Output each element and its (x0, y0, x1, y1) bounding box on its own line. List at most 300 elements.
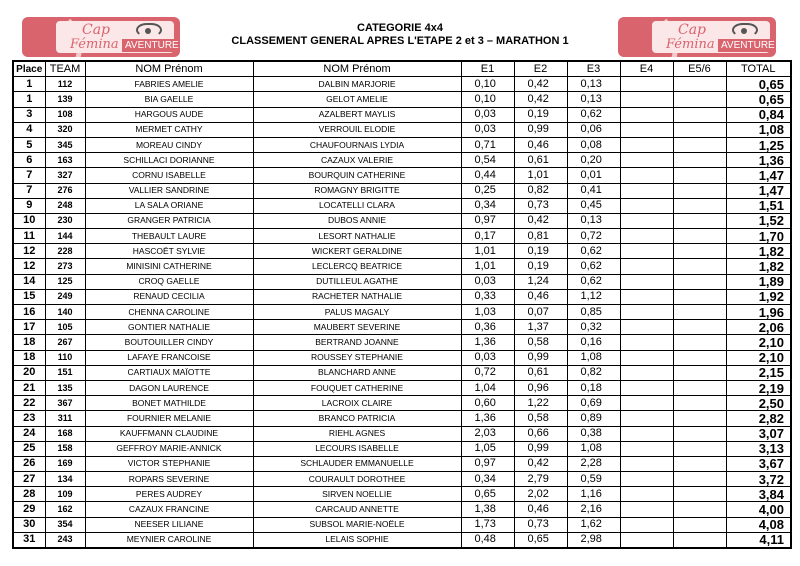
cell-place: 12 (13, 259, 45, 274)
cell-e56 (673, 137, 726, 152)
cell-e1: 0,33 (461, 289, 514, 304)
cell-e2: 0,99 (514, 441, 567, 456)
cell-e56 (673, 289, 726, 304)
table-row (13, 244, 791, 259)
cell-name1: THEBAULT LAURE (85, 229, 253, 244)
cell-name1: CROQ GAELLE (85, 274, 253, 289)
cell-name2: DUTILLEUL AGATHE (253, 274, 461, 289)
cell-e3: 1,08 (567, 441, 620, 456)
cell-name1: MOREAU CINDY (85, 137, 253, 152)
cell-e1: 0,10 (461, 77, 514, 92)
table-row (13, 441, 791, 456)
table-row (13, 289, 791, 304)
cell-name2: FOUQUET CATHERINE (253, 380, 461, 395)
cell-e2: 2,02 (514, 487, 567, 502)
cell-e4 (620, 107, 673, 122)
cell-name2: CAZAUX VALERIE (253, 153, 461, 168)
cell-e2: 1,22 (514, 396, 567, 411)
cell-place: 16 (13, 305, 45, 320)
cell-name1: VICTOR STEPHANIE (85, 456, 253, 471)
cell-e2: 0,46 (514, 137, 567, 152)
cell-e2: 0,46 (514, 289, 567, 304)
cell-name1: CORNU ISABELLE (85, 168, 253, 183)
cell-e2: 0,96 (514, 380, 567, 395)
logo-cap-text: Cap (678, 22, 707, 38)
cell-e4 (620, 153, 673, 168)
cell-team: 140 (45, 305, 85, 320)
cell-e1: 1,01 (461, 259, 514, 274)
cell-place: 10 (13, 213, 45, 228)
page-title (200, 22, 600, 48)
cell-team: 163 (45, 153, 85, 168)
cell-place: 7 (13, 183, 45, 198)
cell-e1: 1,05 (461, 441, 514, 456)
table-row (13, 198, 791, 213)
cell-team: 367 (45, 396, 85, 411)
cell-total: 0,65 (726, 92, 791, 107)
cell-e2: 0,99 (514, 122, 567, 137)
cell-total: 2,82 (726, 411, 791, 426)
cell-name2: LECLERCQ BEATRICE (253, 259, 461, 274)
cell-name2: LELAIS SOPHIE (253, 532, 461, 548)
cell-e2: 0,19 (514, 259, 567, 274)
cell-name2: SIRVEN NOELLIE (253, 487, 461, 502)
cell-e3: 0,72 (567, 229, 620, 244)
cell-place: 30 (13, 517, 45, 532)
cell-team: 228 (45, 244, 85, 259)
cell-e4 (620, 532, 673, 548)
cell-e56 (673, 335, 726, 350)
table-row (13, 426, 791, 441)
cell-e2: 0,82 (514, 183, 567, 198)
cell-name2: RIEHL AGNES (253, 426, 461, 441)
cell-total: 4,11 (726, 532, 791, 548)
cell-e4 (620, 396, 673, 411)
cell-e1: 0,65 (461, 487, 514, 502)
column-header-e1: E1 (461, 61, 514, 77)
cell-e56 (673, 411, 726, 426)
cell-e1: 0,17 (461, 229, 514, 244)
table-row (13, 137, 791, 152)
cell-total: 1,36 (726, 153, 791, 168)
cell-e1: 0,03 (461, 122, 514, 137)
cell-name1: GRANGER PATRICIA (85, 213, 253, 228)
cell-e2: 0,99 (514, 350, 567, 365)
cell-total: 1,70 (726, 229, 791, 244)
cell-name2: PALUS MAGALY (253, 305, 461, 320)
cell-e56 (673, 107, 726, 122)
cell-e56 (673, 380, 726, 395)
cell-e4 (620, 305, 673, 320)
cell-e56 (673, 305, 726, 320)
logo-left (22, 17, 180, 57)
cell-place: 11 (13, 229, 45, 244)
table-row (13, 487, 791, 502)
cell-e56 (673, 153, 726, 168)
cell-e4 (620, 77, 673, 92)
cell-e56 (673, 274, 726, 289)
cell-e3: 0,89 (567, 411, 620, 426)
cell-team: 168 (45, 426, 85, 441)
cell-team: 248 (45, 198, 85, 213)
cell-e1: 2,03 (461, 426, 514, 441)
cell-e2: 0,42 (514, 213, 567, 228)
cell-place: 22 (13, 396, 45, 411)
table-row (13, 411, 791, 426)
cell-e2: 0,61 (514, 365, 567, 380)
table-row (13, 122, 791, 137)
cell-place: 4 (13, 122, 45, 137)
cell-e1: 0,48 (461, 532, 514, 548)
cell-total: 3,13 (726, 441, 791, 456)
cell-place: 14 (13, 274, 45, 289)
cell-e4 (620, 229, 673, 244)
cell-name1: RENAUD CECILIA (85, 289, 253, 304)
cell-e1: 0,97 (461, 456, 514, 471)
cell-e2: 0,81 (514, 229, 567, 244)
cell-name1: NEESER LILIANE (85, 517, 253, 532)
column-header-e3: E3 (567, 61, 620, 77)
cell-team: 112 (45, 77, 85, 92)
cell-e3: 2,16 (567, 502, 620, 517)
cell-place: 23 (13, 411, 45, 426)
cell-total: 1,47 (726, 168, 791, 183)
cell-place: 29 (13, 502, 45, 517)
cell-name1: CARTIAUX MAÏOTTE (85, 365, 253, 380)
column-header-total: TOTAL (726, 61, 791, 77)
cell-e56 (673, 441, 726, 456)
cell-team: 151 (45, 365, 85, 380)
cell-e3: 2,28 (567, 456, 620, 471)
logo-femina-text: Fémina (666, 37, 715, 52)
cell-e56 (673, 320, 726, 335)
cell-place: 28 (13, 487, 45, 502)
cell-name2: ROMAGNY BRIGITTE (253, 183, 461, 198)
cell-place: 5 (13, 137, 45, 152)
table-row (13, 259, 791, 274)
cell-total: 1,25 (726, 137, 791, 152)
cell-e4 (620, 335, 673, 350)
cell-team: 134 (45, 472, 85, 487)
logo-right (618, 17, 776, 57)
cell-e1: 0,25 (461, 183, 514, 198)
cell-name1: SCHILLACI DORIANNE (85, 153, 253, 168)
cell-total: 3,07 (726, 426, 791, 441)
cell-e4 (620, 426, 673, 441)
cell-total: 1,47 (726, 183, 791, 198)
cell-e2: 0,42 (514, 77, 567, 92)
cell-e1: 0,36 (461, 320, 514, 335)
cell-e3: 0,45 (567, 198, 620, 213)
cell-e1: 0,54 (461, 153, 514, 168)
cell-name2: COURAULT DOROTHEE (253, 472, 461, 487)
cell-total: 2,10 (726, 350, 791, 365)
category-title: CATEGORIE 4x4 (357, 22, 443, 34)
cell-e1: 1,04 (461, 380, 514, 395)
cell-team: 230 (45, 213, 85, 228)
cell-place: 1 (13, 92, 45, 107)
cell-e3: 0,62 (567, 259, 620, 274)
cell-name2: GELOT AMELIE (253, 92, 461, 107)
cell-name2: LOCATELLI CLARA (253, 198, 461, 213)
cell-name1: LA SALA ORIANE (85, 198, 253, 213)
cell-team: 267 (45, 335, 85, 350)
table-row (13, 153, 791, 168)
cell-team: 139 (45, 92, 85, 107)
column-header-place: Place (13, 61, 45, 77)
cell-e56 (673, 168, 726, 183)
cell-team: 327 (45, 168, 85, 183)
cell-name1: LAFAYE FRANCOISE (85, 350, 253, 365)
cell-name2: WICKERT GERALDINE (253, 244, 461, 259)
cell-e3: 0,32 (567, 320, 620, 335)
cell-total: 2,50 (726, 396, 791, 411)
column-header-name2: NOM Prénom (253, 61, 461, 77)
logo-aventure-text: AVENTURE (122, 39, 180, 52)
cell-name1: ROPARS SEVERINE (85, 472, 253, 487)
cell-e4 (620, 350, 673, 365)
table-row (13, 92, 791, 107)
cell-e2: 0,66 (514, 426, 567, 441)
cell-e4 (620, 289, 673, 304)
cell-e4 (620, 244, 673, 259)
cell-e56 (673, 426, 726, 441)
cell-e2: 0,58 (514, 335, 567, 350)
cell-total: 3,72 (726, 472, 791, 487)
cell-name1: GONTIER NATHALIE (85, 320, 253, 335)
column-header-e56: E5/6 (673, 61, 726, 77)
cell-place: 7 (13, 168, 45, 183)
cell-name1: VALLIER SANDRINE (85, 183, 253, 198)
table-row (13, 168, 791, 183)
cell-place: 17 (13, 320, 45, 335)
cell-team: 243 (45, 532, 85, 548)
cell-e1: 0,03 (461, 350, 514, 365)
cell-e4 (620, 502, 673, 517)
cell-e4 (620, 274, 673, 289)
cell-e3: 1,12 (567, 289, 620, 304)
cell-e1: 0,97 (461, 213, 514, 228)
logo-cap-text: Cap (82, 22, 111, 38)
cell-name2: BERTRAND JOANNE (253, 335, 461, 350)
cell-name2: CHAUFOURNAIS LYDIA (253, 137, 461, 152)
cell-team: 169 (45, 456, 85, 471)
cell-e3: 0,69 (567, 396, 620, 411)
cell-name2: SUBSOL MARIE-NOËLE (253, 517, 461, 532)
cell-e1: 1,73 (461, 517, 514, 532)
cell-e3: 0,41 (567, 183, 620, 198)
cell-e56 (673, 213, 726, 228)
cell-e4 (620, 320, 673, 335)
table-row (13, 305, 791, 320)
cell-e2: 0,65 (514, 532, 567, 548)
cell-team: 273 (45, 259, 85, 274)
cell-name2: LECOURS ISABELLE (253, 441, 461, 456)
cell-name1: CHENNA CAROLINE (85, 305, 253, 320)
cell-e1: 0,03 (461, 107, 514, 122)
cell-place: 21 (13, 380, 45, 395)
cell-e2: 0,73 (514, 198, 567, 213)
cell-e2: 1,01 (514, 168, 567, 183)
cell-e2: 0,19 (514, 244, 567, 259)
cell-e4 (620, 259, 673, 274)
cell-name2: LACROIX CLAIRE (253, 396, 461, 411)
cell-e56 (673, 244, 726, 259)
cell-name2: SCHLAUDER EMMANUELLE (253, 456, 461, 471)
cell-e1: 0,10 (461, 92, 514, 107)
cell-name1: PERES AUDREY (85, 487, 253, 502)
cell-e4 (620, 213, 673, 228)
cell-total: 1,89 (726, 274, 791, 289)
cell-place: 6 (13, 153, 45, 168)
cell-e56 (673, 532, 726, 548)
table-row (13, 350, 791, 365)
table-row (13, 274, 791, 289)
table-row (13, 183, 791, 198)
cell-e3: 1,62 (567, 517, 620, 532)
cell-e3: 0,62 (567, 274, 620, 289)
cell-e3: 0,82 (567, 365, 620, 380)
cell-e3: 0,16 (567, 335, 620, 350)
cell-e1: 0,34 (461, 472, 514, 487)
cell-name2: LESORT NATHALIE (253, 229, 461, 244)
cell-team: 345 (45, 137, 85, 152)
cell-total: 4,08 (726, 517, 791, 532)
cell-place: 3 (13, 107, 45, 122)
cell-e4 (620, 92, 673, 107)
cell-name2: MAUBERT SEVERINE (253, 320, 461, 335)
cell-e1: 0,34 (461, 198, 514, 213)
cell-e2: 0,46 (514, 502, 567, 517)
table-header-row (13, 61, 791, 77)
cell-e56 (673, 502, 726, 517)
table-row (13, 456, 791, 471)
column-header-e2: E2 (514, 61, 567, 77)
cell-name2: AZALBERT MAYLIS (253, 107, 461, 122)
cell-e56 (673, 396, 726, 411)
cell-place: 18 (13, 350, 45, 365)
cell-e2: 0,07 (514, 305, 567, 320)
cell-place: 27 (13, 472, 45, 487)
cell-e2: 1,37 (514, 320, 567, 335)
cell-e2: 0,19 (514, 107, 567, 122)
cell-e56 (673, 229, 726, 244)
cell-total: 2,19 (726, 380, 791, 395)
cell-name1: MINISINI CATHERINE (85, 259, 253, 274)
cell-team: 144 (45, 229, 85, 244)
cell-e3: 1,08 (567, 350, 620, 365)
cell-total: 4,00 (726, 502, 791, 517)
cell-e3: 0,85 (567, 305, 620, 320)
table-row (13, 213, 791, 228)
cell-e1: 1,38 (461, 502, 514, 517)
cell-e56 (673, 92, 726, 107)
cell-e3: 2,98 (567, 532, 620, 548)
cell-e3: 0,06 (567, 122, 620, 137)
cell-e4 (620, 380, 673, 395)
table-row (13, 77, 791, 92)
cell-e4 (620, 517, 673, 532)
table-row (13, 107, 791, 122)
table-row (13, 335, 791, 350)
cell-place: 12 (13, 244, 45, 259)
cell-e4 (620, 183, 673, 198)
cell-e3: 0,18 (567, 380, 620, 395)
cell-name1: CAZAUX FRANCINE (85, 502, 253, 517)
cell-total: 1,82 (726, 259, 791, 274)
cell-total: 3,67 (726, 456, 791, 471)
cell-e56 (673, 472, 726, 487)
table-row (13, 320, 791, 335)
cell-e56 (673, 122, 726, 137)
cell-name2: BLANCHARD ANNE (253, 365, 461, 380)
cell-name1: KAUFFMANN CLAUDINE (85, 426, 253, 441)
cell-name2: BRANCO PATRICIA (253, 411, 461, 426)
cell-e56 (673, 198, 726, 213)
cell-total: 2,15 (726, 365, 791, 380)
cell-place: 18 (13, 335, 45, 350)
cell-e1: 0,03 (461, 274, 514, 289)
cell-e3: 0,13 (567, 213, 620, 228)
table-row (13, 532, 791, 548)
cell-name2: RACHETER NATHALIE (253, 289, 461, 304)
logo-femina-text: Fémina (70, 37, 119, 52)
cell-team: 354 (45, 517, 85, 532)
ranking-title: CLASSEMENT GENERAL APRES L'ETAPE 2 et 3 – MARATHON 1 (231, 35, 569, 47)
cell-total: 2,06 (726, 320, 791, 335)
cell-name1: HASCOËT SYLVIE (85, 244, 253, 259)
cell-name2: VERROUIL ELODIE (253, 122, 461, 137)
cell-team: 162 (45, 502, 85, 517)
cell-total: 2,10 (726, 335, 791, 350)
cell-name1: GEFFROY MARIE-ANNICK (85, 441, 253, 456)
cell-team: 320 (45, 122, 85, 137)
ranking-table (12, 60, 792, 549)
table-row (13, 396, 791, 411)
cell-team: 311 (45, 411, 85, 426)
table-row (13, 502, 791, 517)
cell-total: 3,84 (726, 487, 791, 502)
table-row (13, 380, 791, 395)
cell-e4 (620, 487, 673, 502)
cell-name1: BOUTOUILLER CINDY (85, 335, 253, 350)
cell-total: 0,65 (726, 77, 791, 92)
cell-e56 (673, 183, 726, 198)
cell-place: 9 (13, 198, 45, 213)
cell-e4 (620, 198, 673, 213)
cell-team: 249 (45, 289, 85, 304)
cell-e1: 1,36 (461, 411, 514, 426)
cell-team: 109 (45, 487, 85, 502)
cell-e3: 0,62 (567, 244, 620, 259)
cell-team: 135 (45, 380, 85, 395)
cell-name2: DALBIN MARJORIE (253, 77, 461, 92)
cell-place: 26 (13, 456, 45, 471)
cell-name1: DAGON LAURENCE (85, 380, 253, 395)
cell-e3: 0,13 (567, 92, 620, 107)
cell-name1: HARGOUS AUDE (85, 107, 253, 122)
cell-e56 (673, 77, 726, 92)
cell-team: 105 (45, 320, 85, 335)
cell-e1: 1,03 (461, 305, 514, 320)
cell-e2: 0,42 (514, 92, 567, 107)
cell-place: 1 (13, 77, 45, 92)
cell-e3: 0,62 (567, 107, 620, 122)
cell-team: 125 (45, 274, 85, 289)
cell-e3: 0,38 (567, 426, 620, 441)
cell-name1: BONET MATHILDE (85, 396, 253, 411)
cell-total: 1,52 (726, 213, 791, 228)
